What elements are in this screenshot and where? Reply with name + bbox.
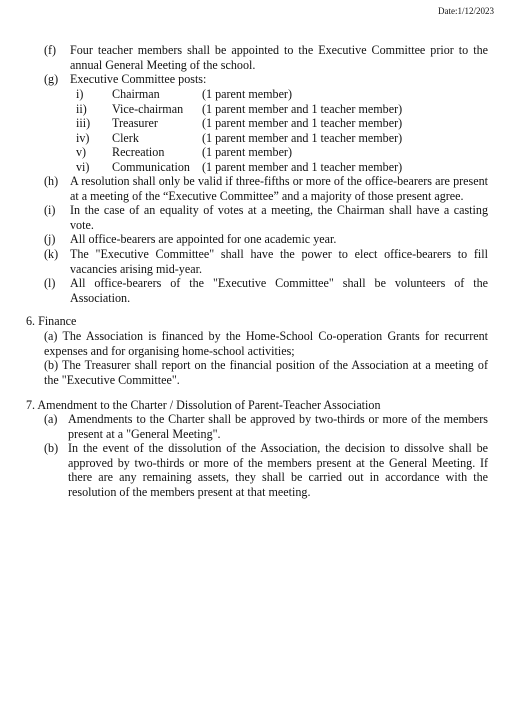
clause-text: In the case of an equality of votes at a meeting, the Chairman shall have a casting vote. bbox=[70, 203, 488, 232]
clause-text: The Association is financed by the Home-School Co-operation Grants for recurrent expenses and for organising home-school activities; bbox=[44, 329, 488, 358]
clause-label: (g) bbox=[44, 72, 59, 87]
post-title: Chairman bbox=[112, 87, 160, 101]
post-note: (1 parent member) bbox=[202, 87, 292, 101]
clause-text: All office-bearers of the "Executive Committee" shall be volunteers of the Association. bbox=[70, 276, 488, 305]
clause-label: (a) bbox=[44, 412, 58, 426]
clause-j bbox=[44, 232, 488, 247]
post-title: Treasurer bbox=[112, 116, 158, 131]
clause-label: (k) bbox=[44, 246, 59, 261]
clause-text: Amendments to the Charter shall be approved by two-thirds or more of the members present at a "General Meeting". bbox=[68, 412, 488, 441]
post-row bbox=[76, 87, 488, 102]
clause-label: (b) bbox=[44, 441, 59, 456]
clause-g bbox=[44, 72, 488, 87]
clause-label: (l) bbox=[44, 276, 56, 291]
post-number: i) bbox=[76, 87, 84, 101]
clause-text: Four teacher members shall be appointed to the Executive Committee prior to the annual General Meeting of the school. bbox=[70, 43, 488, 72]
post-title: Recreation bbox=[112, 145, 165, 160]
clause-label: (f) bbox=[44, 43, 57, 57]
clause-l bbox=[44, 276, 488, 305]
clause-text: The Treasurer shall report on the financial position of the Association at a meeting of the "Executive Committee". bbox=[44, 358, 488, 387]
finance-clause-a bbox=[44, 329, 488, 358]
section-heading-finance: 6. Finance bbox=[26, 314, 77, 328]
section-heading-amendment: 7. Amendment to the Charter / Dissolution of Parent-Teacher Association bbox=[26, 398, 381, 412]
clause-label: (h) bbox=[44, 174, 59, 188]
post-note: (1 parent member and 1 teacher member) bbox=[202, 159, 403, 174]
post-title: Clerk bbox=[112, 130, 139, 145]
clause-label: (b) bbox=[44, 358, 59, 373]
posts-list bbox=[76, 87, 488, 175]
post-row bbox=[76, 116, 488, 131]
post-number: iv) bbox=[76, 130, 90, 145]
post-title: Communication bbox=[112, 159, 190, 174]
post-note: (1 parent member and 1 teacher member) bbox=[202, 116, 403, 131]
post-row bbox=[76, 145, 488, 160]
clause-f bbox=[44, 43, 488, 72]
clause-h bbox=[44, 174, 488, 203]
post-title: Vice-chairman bbox=[112, 101, 184, 116]
finance-clause-b bbox=[44, 358, 488, 387]
post-number: iii) bbox=[76, 116, 91, 131]
document-date: Date:1/12/2023 bbox=[438, 6, 494, 16]
clause-text: Executive Committee posts: bbox=[70, 72, 207, 87]
clause-text: In the event of the dissolution of the Association, the decision to dissolve shall be approved by two-thirds or more of the members present at the General Meeting. If there are any remaining assets, they shall be carried out in accordance with the resolution of the members present at that meeting. bbox=[68, 441, 488, 499]
post-note: (1 parent member) bbox=[202, 145, 292, 160]
post-row bbox=[76, 102, 488, 117]
clause-k bbox=[44, 247, 488, 276]
clause-text: The "Executive Committee" shall have the power to elect office-bearers to fill vacancies arising mid-year. bbox=[70, 246, 488, 276]
post-number: ii) bbox=[76, 101, 87, 116]
clause-list-f-g bbox=[44, 43, 488, 87]
clause-text: All office-bearers are appointed for one academic year. bbox=[70, 232, 337, 247]
amendment-clause-b bbox=[44, 441, 488, 499]
clause-list-h-l bbox=[44, 174, 488, 305]
clause-text: A resolution shall only be valid if three-fifths or more of the office-bearers are present at a meeting of the “Executive Committee” and a majority of those present agree. bbox=[70, 174, 488, 203]
amendment-clause-a bbox=[44, 412, 488, 441]
post-number: v) bbox=[76, 145, 87, 160]
post-row bbox=[76, 131, 488, 146]
clause-label: (j) bbox=[44, 232, 56, 247]
clause-label: (i) bbox=[44, 203, 56, 218]
finance-clauses bbox=[44, 329, 488, 387]
clause-i bbox=[44, 203, 488, 232]
post-note: (1 parent member and 1 teacher member) bbox=[202, 130, 403, 145]
post-number: vi) bbox=[76, 159, 90, 174]
post-row bbox=[76, 160, 488, 175]
amendment-clauses bbox=[44, 412, 488, 500]
post-note: (1 parent member and 1 teacher member) bbox=[202, 101, 403, 116]
clause-label: (a) bbox=[44, 329, 58, 343]
